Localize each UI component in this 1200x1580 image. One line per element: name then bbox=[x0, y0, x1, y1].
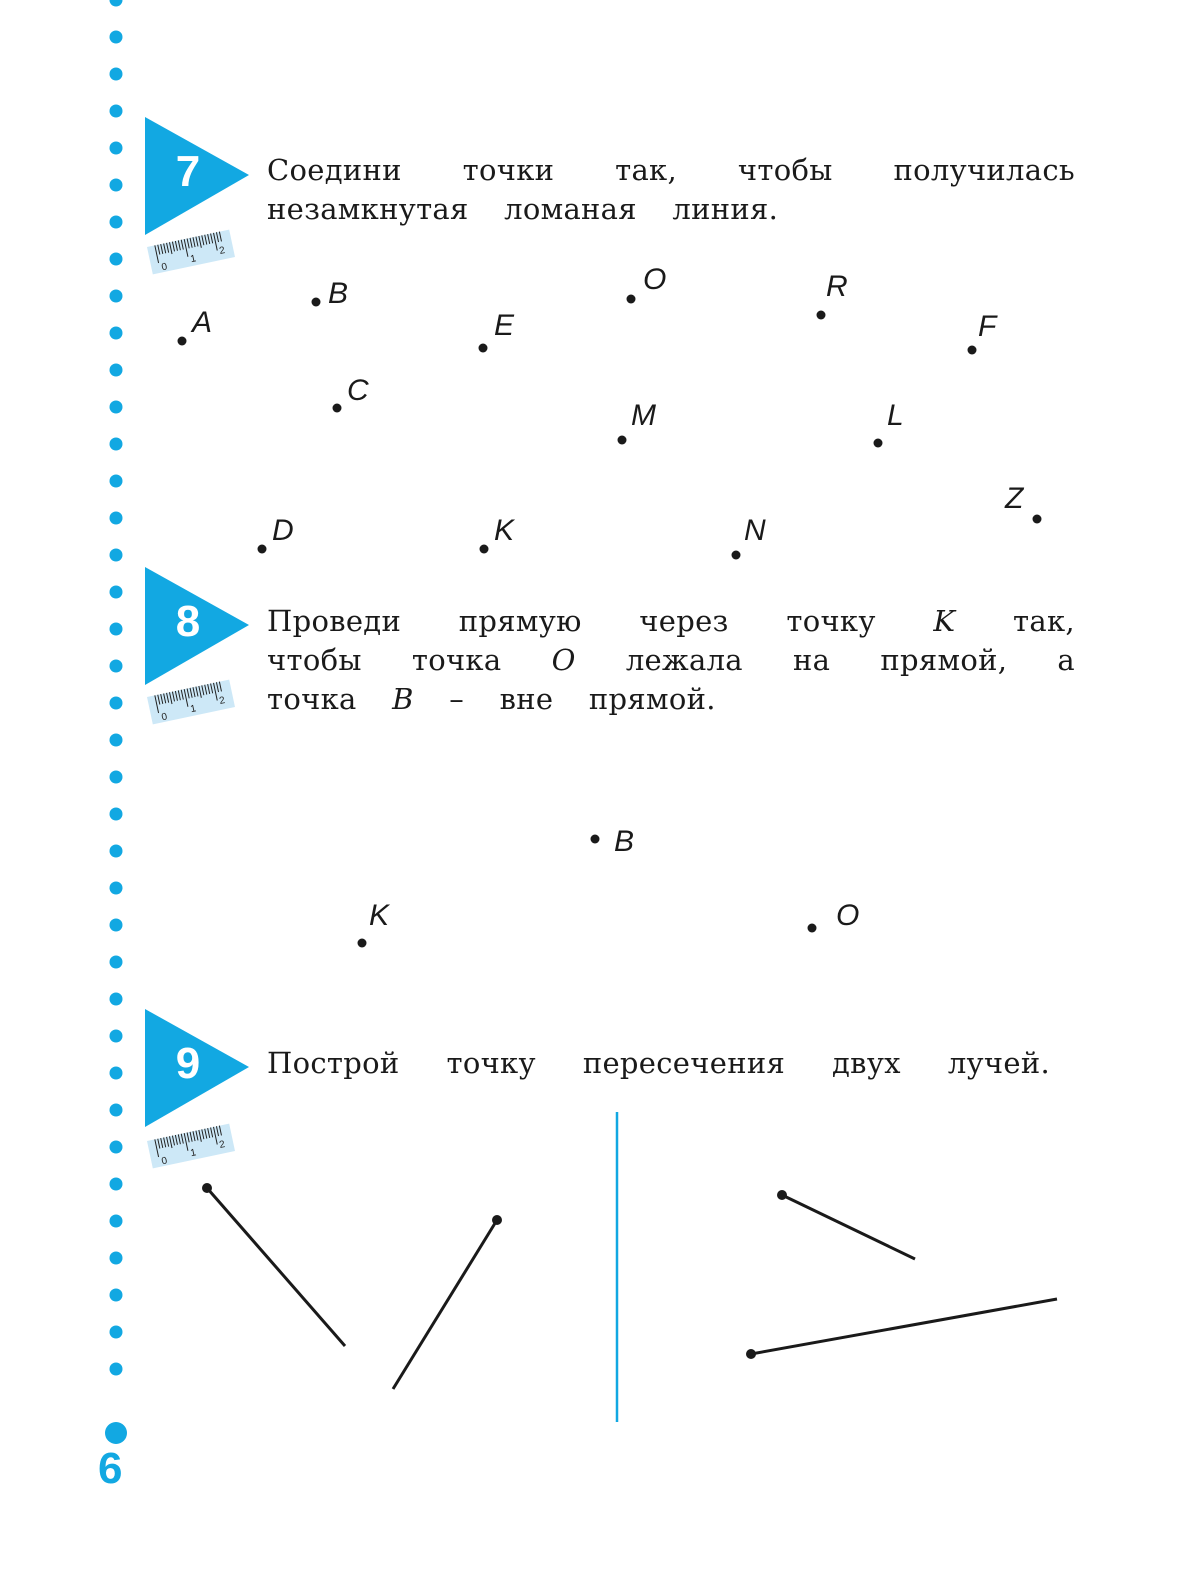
svg-text:1: 1 bbox=[189, 1147, 198, 1160]
point-label: F bbox=[978, 310, 997, 343]
instruction-line: Проведи прямую через точку K так, bbox=[267, 604, 1075, 638]
point-label: Z bbox=[1005, 482, 1024, 515]
point-label: L bbox=[887, 399, 904, 432]
point-label: D bbox=[272, 514, 294, 547]
svg-text:0: 0 bbox=[160, 1155, 169, 1168]
ray-origin-dot bbox=[492, 1215, 502, 1225]
point-k-dot[interactable] bbox=[480, 545, 489, 554]
task-number: 8 bbox=[175, 597, 201, 646]
point-b-dot[interactable] bbox=[312, 298, 321, 307]
point-b-dot[interactable] bbox=[591, 835, 600, 844]
instruction-line: точка B – вне прямой. bbox=[267, 682, 716, 716]
ray-line bbox=[782, 1195, 915, 1259]
point-o-dot[interactable] bbox=[808, 924, 817, 933]
page-number: 6 bbox=[98, 1444, 123, 1493]
svg-text:2: 2 bbox=[218, 245, 227, 257]
point-d-dot[interactable] bbox=[258, 545, 267, 554]
svg-text:2: 2 bbox=[218, 695, 227, 707]
point-label: E bbox=[494, 309, 515, 342]
point-c-dot[interactable] bbox=[333, 404, 342, 413]
ray-origin-dot bbox=[777, 1190, 787, 1200]
point-r-dot[interactable] bbox=[817, 311, 826, 320]
instruction-line: незамкнутая ломаная линия. bbox=[267, 192, 779, 226]
svg-text:1: 1 bbox=[189, 253, 198, 266]
point-label: O bbox=[836, 899, 860, 932]
point-label: K bbox=[369, 899, 390, 932]
svg-text:0: 0 bbox=[160, 711, 169, 724]
ray-origin-dot bbox=[202, 1183, 212, 1193]
task-number: 9 bbox=[175, 1039, 201, 1088]
ray-line bbox=[207, 1188, 345, 1346]
point-a-dot[interactable] bbox=[178, 337, 187, 346]
point-n-dot[interactable] bbox=[732, 551, 741, 560]
task-number: 7 bbox=[175, 147, 201, 196]
point-e-dot[interactable] bbox=[479, 344, 488, 353]
instruction-line: Построй точку пересечения двух лучей. bbox=[267, 1046, 1050, 1080]
instruction-line: чтобы точка O лежала на прямой, а bbox=[267, 643, 1075, 677]
point-label: A bbox=[192, 306, 213, 339]
point-label: B bbox=[328, 277, 349, 310]
svg-text:1: 1 bbox=[189, 703, 198, 716]
point-k-dot[interactable] bbox=[358, 939, 367, 948]
instruction-line: Соедини точки так, чтобы получилась bbox=[267, 153, 1075, 187]
point-l-dot[interactable] bbox=[874, 439, 883, 448]
point-label: M bbox=[631, 399, 656, 432]
point-z-dot[interactable] bbox=[1033, 515, 1042, 524]
point-o-dot[interactable] bbox=[627, 295, 636, 304]
point-label: C bbox=[347, 374, 369, 407]
ray-line bbox=[393, 1220, 497, 1389]
ray-origin-dot bbox=[746, 1349, 756, 1359]
point-label: R bbox=[826, 270, 848, 303]
svg-text:0: 0 bbox=[160, 261, 169, 274]
point-label: O bbox=[643, 263, 667, 296]
point-label: B bbox=[614, 825, 635, 858]
point-f-dot[interactable] bbox=[968, 346, 977, 355]
svg-text:2: 2 bbox=[218, 1139, 227, 1151]
point-label: N bbox=[744, 514, 766, 547]
point-m-dot[interactable] bbox=[618, 436, 627, 445]
point-label: K bbox=[494, 514, 515, 547]
ray-line bbox=[751, 1299, 1057, 1354]
